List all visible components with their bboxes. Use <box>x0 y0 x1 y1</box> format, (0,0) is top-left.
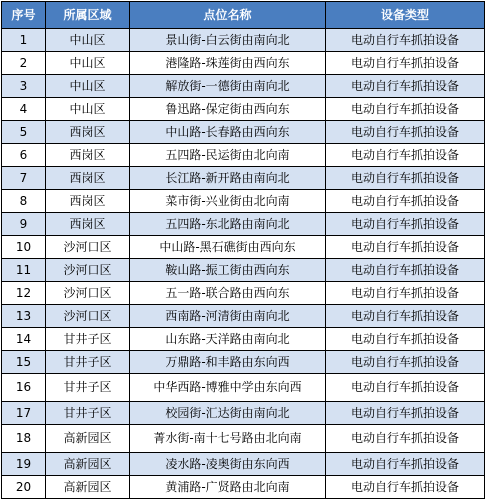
cell-serial-number: 10 <box>2 236 46 259</box>
table-row <box>2 52 485 75</box>
cell-serial-number: 19 <box>2 453 46 476</box>
cell-device-type: 电动自行车抓拍设备 <box>326 453 485 476</box>
table-row <box>2 476 485 499</box>
cell-device-type: 电动自行车抓拍设备 <box>326 29 485 52</box>
cell-location-name: 山东路-天洋路由南向北 <box>130 328 326 351</box>
header-district: 所属区域 <box>46 2 130 29</box>
cell-location-name: 校园街-汇达街由南向北 <box>130 402 326 425</box>
cell-district: 沙河口区 <box>46 259 130 282</box>
cell-serial-number: 15 <box>2 351 46 374</box>
cell-district: 西岗区 <box>46 144 130 167</box>
cell-device-type: 电动自行车抓拍设备 <box>326 282 485 305</box>
cell-location-name: 黄浦路-广贤路由北向南 <box>130 476 326 499</box>
cell-device-type: 电动自行车抓拍设备 <box>326 190 485 213</box>
cell-device-type: 电动自行车抓拍设备 <box>326 98 485 121</box>
header-serial-number: 序号 <box>2 2 46 29</box>
cell-device-type: 电动自行车抓拍设备 <box>326 259 485 282</box>
cell-location-name: 鲁迅路-保定街由西向东 <box>130 98 326 121</box>
table-row <box>2 213 485 236</box>
cell-location-name: 解放街-一德街由南向北 <box>130 75 326 98</box>
table-row <box>2 453 485 476</box>
table-row <box>2 402 485 425</box>
cell-device-type: 电动自行车抓拍设备 <box>326 374 485 402</box>
cell-device-type: 电动自行车抓拍设备 <box>326 167 485 190</box>
table-row <box>2 351 485 374</box>
cell-serial-number: 7 <box>2 167 46 190</box>
cell-location-name: 景山街-白云街由南向北 <box>130 29 326 52</box>
table-row <box>2 305 485 328</box>
cell-serial-number: 5 <box>2 121 46 144</box>
cell-serial-number: 2 <box>2 52 46 75</box>
cell-device-type: 电动自行车抓拍设备 <box>326 305 485 328</box>
cell-location-name: 菜市街-兴业街由北向南 <box>130 190 326 213</box>
table-row <box>2 259 485 282</box>
cell-device-type: 电动自行车抓拍设备 <box>326 425 485 453</box>
cell-device-type: 电动自行车抓拍设备 <box>326 328 485 351</box>
cell-district: 甘井子区 <box>46 374 130 402</box>
cell-district: 中山区 <box>46 75 130 98</box>
cell-serial-number: 1 <box>2 29 46 52</box>
cell-location-name: 中华西路-博雅中学由东向西 <box>130 374 326 402</box>
cell-location-name: 中山路-长春路由西向东 <box>130 121 326 144</box>
cell-serial-number: 18 <box>2 425 46 453</box>
cell-serial-number: 14 <box>2 328 46 351</box>
table-row <box>2 425 485 453</box>
cell-device-type: 电动自行车抓拍设备 <box>326 121 485 144</box>
header-location-name: 点位名称 <box>130 2 326 29</box>
cell-location-name: 港隆路-珠莲街由西向东 <box>130 52 326 75</box>
table-row <box>2 167 485 190</box>
table-header <box>2 2 485 29</box>
cell-district: 沙河口区 <box>46 305 130 328</box>
cell-district: 中山区 <box>46 29 130 52</box>
cell-serial-number: 12 <box>2 282 46 305</box>
cell-district: 中山区 <box>46 98 130 121</box>
cell-serial-number: 16 <box>2 374 46 402</box>
cell-location-name: 五四路-民运街由北向南 <box>130 144 326 167</box>
cell-device-type: 电动自行车抓拍设备 <box>326 75 485 98</box>
table-body <box>2 29 485 499</box>
table-row <box>2 144 485 167</box>
cell-device-type: 电动自行车抓拍设备 <box>326 236 485 259</box>
cell-district: 中山区 <box>46 52 130 75</box>
cell-device-type: 电动自行车抓拍设备 <box>326 144 485 167</box>
cell-device-type: 电动自行车抓拍设备 <box>326 52 485 75</box>
cell-location-name: 鞍山路-振工街由西向东 <box>130 259 326 282</box>
cell-district: 沙河口区 <box>46 236 130 259</box>
cell-district: 沙河口区 <box>46 282 130 305</box>
cell-device-type: 电动自行车抓拍设备 <box>326 213 485 236</box>
cell-location-name: 中山路-黑石礁街由西向东 <box>130 236 326 259</box>
header-device-type: 设备类型 <box>326 2 485 29</box>
cell-location-name: 菁水街-南十七号路由北向南 <box>130 425 326 453</box>
cell-location-name: 五一路-联合路由西向东 <box>130 282 326 305</box>
table-row <box>2 236 485 259</box>
cell-serial-number: 3 <box>2 75 46 98</box>
cell-serial-number: 20 <box>2 476 46 499</box>
cell-serial-number: 9 <box>2 213 46 236</box>
table-row <box>2 98 485 121</box>
cell-serial-number: 11 <box>2 259 46 282</box>
cell-device-type: 电动自行车抓拍设备 <box>326 476 485 499</box>
cell-district: 西岗区 <box>46 213 130 236</box>
cell-location-name: 五四路-东北路由南向北 <box>130 213 326 236</box>
table-row <box>2 374 485 402</box>
cell-district: 高新园区 <box>46 476 130 499</box>
cell-location-name: 凌水路-凌奥街由东向西 <box>130 453 326 476</box>
cell-serial-number: 6 <box>2 144 46 167</box>
cell-location-name: 西南路-河清街由南向北 <box>130 305 326 328</box>
table-row <box>2 282 485 305</box>
cell-district: 西岗区 <box>46 121 130 144</box>
cell-district: 高新园区 <box>46 453 130 476</box>
cell-location-name: 万鼎路-和丰路由东向西 <box>130 351 326 374</box>
cell-district: 西岗区 <box>46 190 130 213</box>
table-row <box>2 328 485 351</box>
camera-location-table <box>1 1 485 499</box>
table-row <box>2 29 485 52</box>
table-row <box>2 75 485 98</box>
cell-district: 高新园区 <box>46 425 130 453</box>
cell-location-name: 长江路-新开路由南向北 <box>130 167 326 190</box>
cell-district: 西岗区 <box>46 167 130 190</box>
cell-district: 甘井子区 <box>46 351 130 374</box>
header-row <box>2 2 485 29</box>
cell-device-type: 电动自行车抓拍设备 <box>326 351 485 374</box>
cell-device-type: 电动自行车抓拍设备 <box>326 402 485 425</box>
cell-serial-number: 17 <box>2 402 46 425</box>
table-row <box>2 121 485 144</box>
cell-serial-number: 13 <box>2 305 46 328</box>
cell-district: 甘井子区 <box>46 402 130 425</box>
table-row <box>2 190 485 213</box>
cell-district: 甘井子区 <box>46 328 130 351</box>
cell-serial-number: 8 <box>2 190 46 213</box>
cell-serial-number: 4 <box>2 98 46 121</box>
